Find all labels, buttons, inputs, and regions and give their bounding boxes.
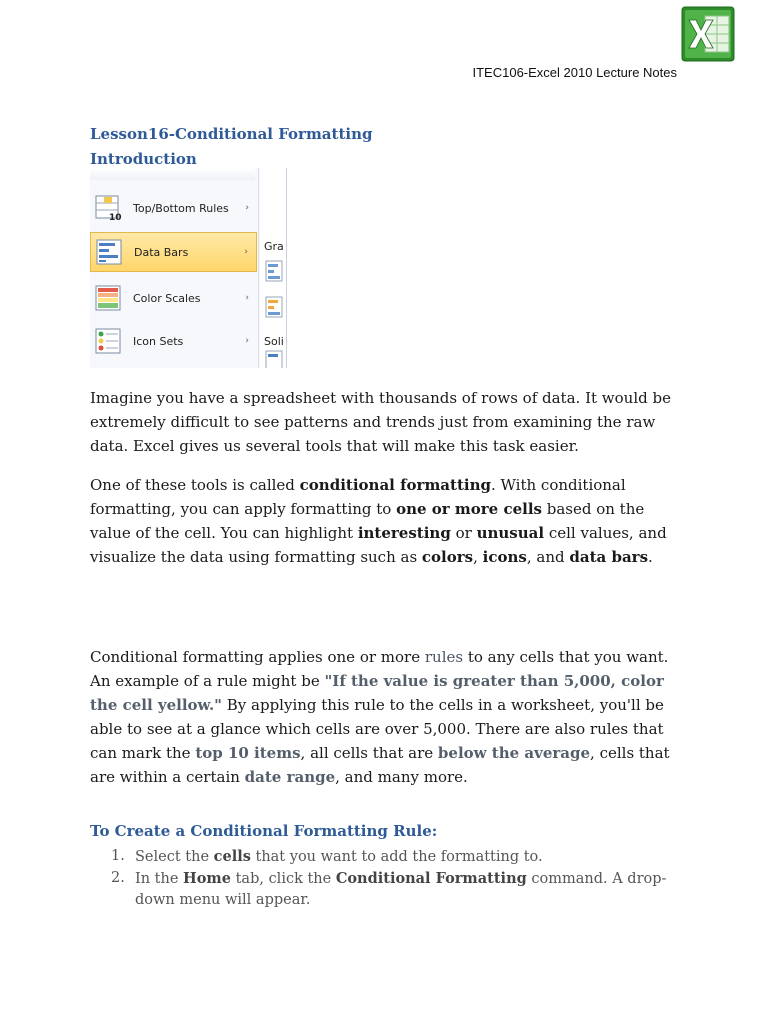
top-bottom-rules-icon	[94, 194, 124, 222]
submenu-label-gradient: Gra	[264, 240, 284, 253]
list-item: 2. In the Home tab, click the Conditional Formatting command. A drop-down menu will appear.	[111, 870, 667, 908]
menu-item-label: Top/Bottom Rules	[133, 201, 229, 215]
menu-item-label: Icon Sets	[133, 334, 184, 348]
create-rule-heading: To Create a Conditional Formatting Rule:	[90, 822, 438, 840]
icon-sets-icon	[94, 327, 124, 355]
intro-paragraph: Imagine you have a spreadsheet with thousands of rows of data. It would be extremely difficult to see patterns and trends just from examining the raw data. Excel gives us several tools that will make this task easier.	[90, 389, 671, 455]
orange-data-bar-swatch-icon	[265, 296, 283, 318]
data-bars-icon	[95, 238, 125, 266]
submenu-preview-panel	[260, 168, 286, 368]
conditional-formatting-menu-screenshot	[90, 168, 287, 368]
rules-paragraph: Conditional formatting applies one or more rules to any cells that you want. An example of a rule might be "If the value is greater than 5,000, color the cell yellow." By applying this rule to the cells in a worksheet, you'll be able to see at a glance which cells are over 5,000. There are also rules that can mark the top 10 items, all cells that are below the average, cells that are within a certain date range, and many more.	[90, 648, 670, 786]
conditional-formatting-paragraph: One of these tools is called conditional formatting. With conditional formatting, you can apply formatting to one or more cells based on the value of the cell. You can highlight interesting or unusual cell values, and visualize the data using formatting such as colors, icons, and data bars.	[90, 476, 667, 566]
submenu-arrow-icon: ›	[245, 336, 249, 346]
submenu-label-solid: Soli	[264, 335, 284, 348]
menu-item-data-bars[interactable]	[90, 232, 257, 272]
gradient-data-bar-swatch-icon	[265, 260, 283, 282]
svg-text:10: 10	[109, 213, 122, 222]
excel-logo-icon	[681, 6, 735, 62]
solid-data-bar-swatch-icon	[265, 350, 283, 368]
section-subtitle: Introduction	[90, 150, 197, 168]
lesson-title: Lesson16-Conditional Formatting	[90, 125, 373, 143]
menu-item-top-bottom-rules[interactable]	[90, 188, 257, 228]
course-header-note: ITEC106-Excel 2010 Lecture Notes	[472, 65, 677, 80]
steps-list	[108, 846, 682, 911]
submenu-arrow-icon: ›	[244, 247, 248, 257]
list-item: 1. Select the cells that you want to add the formatting to.	[111, 848, 543, 865]
submenu-arrow-icon: ›	[245, 293, 249, 303]
color-scales-icon	[94, 284, 124, 312]
menu-top-strip	[90, 168, 255, 180]
menu-item-label: Data Bars	[134, 245, 189, 259]
menu-item-color-scales[interactable]	[90, 278, 257, 318]
submenu-arrow-icon: ›	[245, 203, 249, 213]
menu-item-icon-sets[interactable]	[90, 321, 257, 361]
menu-item-label: Color Scales	[133, 291, 201, 305]
